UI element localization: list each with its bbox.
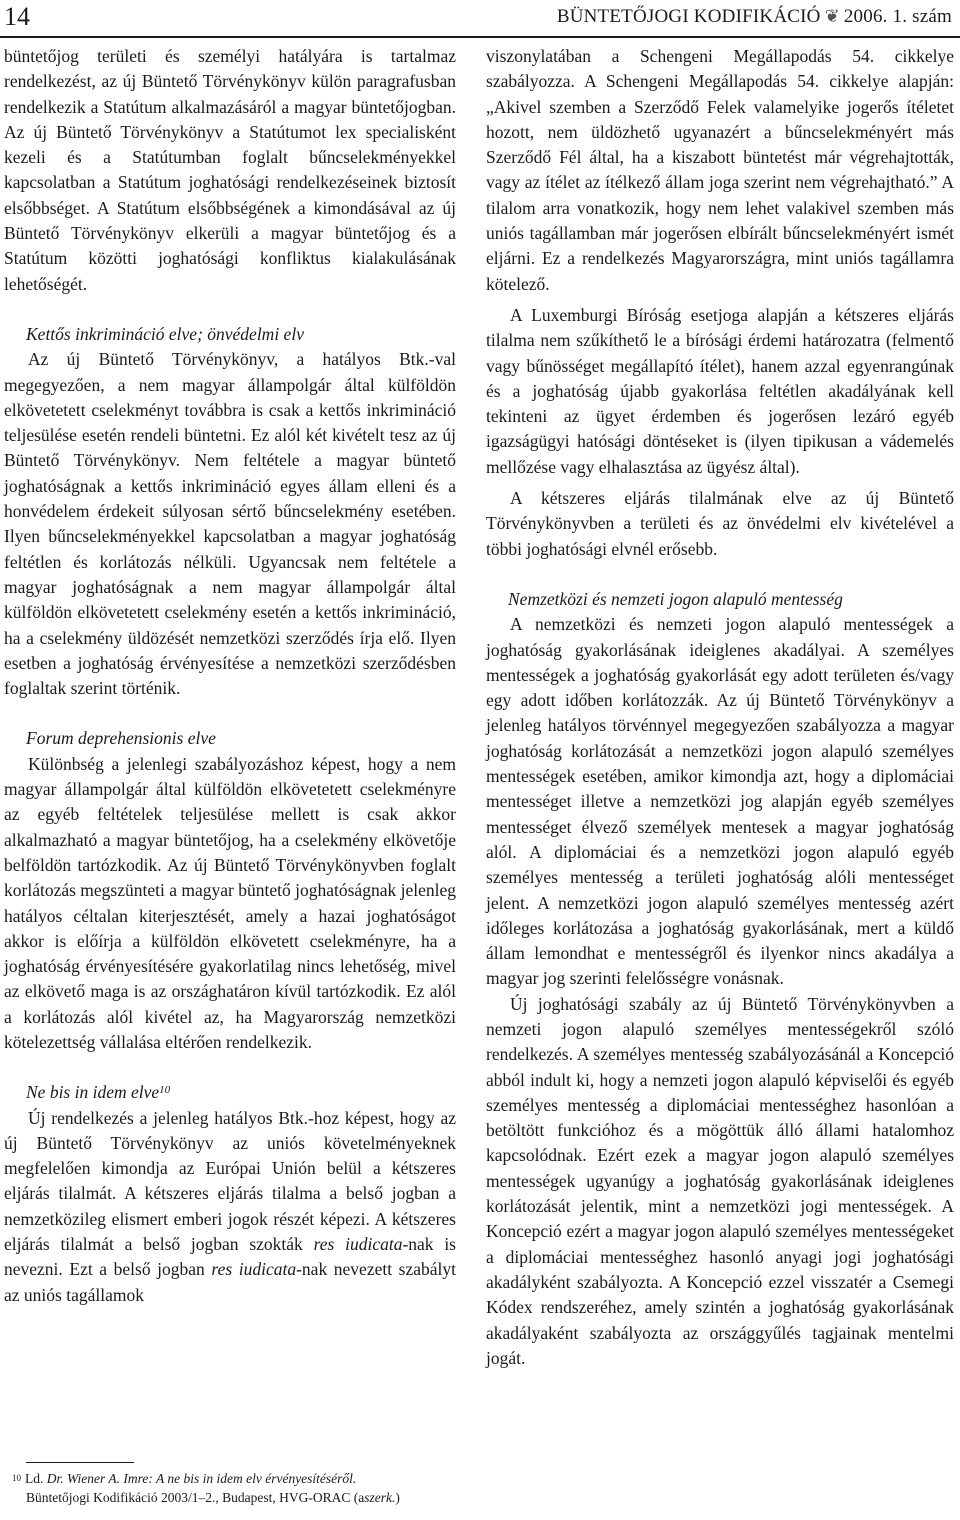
left-paragraph-4 (4, 1106, 456, 1308)
right-paragraph-4: A nemzetközi és nemzeti jogon alapuló mentességek a joghatóság gyakorlásának ideiglenes akadályai. A személyes mentességek a joghatóság gyakorlását egy adott területen és/vagy egy adott időben korlátozzák. Az új Büntető Törvénykönyv a jelenleg hatályos törvénnyel megegyezően szabályozza a magyar joghatóság korlátozását a nemzetközi jogon alapuló személyes mentességek esetében, amikor kimondja azt, hogy a diplomáciai mentességet illetve a nemzetközi jog alapján egyéb személyes mentességet élvező személyek mentesek a magyar joghatóság alól. A diplomáciai és a nemzetközi jogon alapuló egyéb személyes mentesség a területi joghatóság alóli mentességet jelent. A nemzetközi jogon alapuló személyes mentesség azért időleges korlátozása a joghatóság gyakorlásának, mert a küldő állam lemondhat e mentességről és ilyenkor nincs akadálya a magyar jog szerinti felelősségre vonásnak. (486, 614, 954, 989)
right-paragraph-3: A kétszeres eljárás tilalmának elve az új Büntető Törvénykönyvben a területi és az önvédelmi elv kivételével a többi joghatósági elvnél erősebb. (486, 488, 954, 559)
right-paragraph-1: viszonylatában a Schengeni Megállapodás 54. cikkelye szabályozza. A Schengeni Megállapodás 54. cikkelye alapján: „Akivel szemben a Szerződő Felek valamelyike jogerős ítéletet hozott, nem üldözhető ugyanazért a bűncselekményért más Szerződő Fél által, ha a kiszabott büntetést már végrehajtották, vagy az ítélet az ítélkező állam joga szerint nem végrehajtható.” A tilalom arra vonatkozik, hogy nem lehet valakivel szemben más uniós tagállamban már jogerősen elbírált bűncselekményért ismét eljárni. Ez a rendelkezés Magyarországra, mint uniós tagállamra kötelező. (486, 46, 954, 294)
header-rule (0, 36, 960, 38)
footnote-source: Büntetőjogi Kodifikáció 2003/1–2., Budapest, HVG-ORAC (a (26, 1490, 365, 1505)
p4-res-iudicata-2: res iudicata (211, 1259, 297, 1280)
left-paragraph-2: Az új Büntető Törvénykönyv, a hatályos Btk.-val megegyezően, a nem magyar állampolgár által külföldön elkövetetett cselekményt továbbra is csak a kettős inkrimináció teljesülése esetén rendeli büntetni. Ez alól két kivételt tesz az új Büntető Törvénykönyv. Nem feltétele a magyar büntető joghatóságnak a kettős inkrimináció egyes állam elleni és a honvédelem érdekeit súlyosan sértő bűncselekmény esetében. Ilyen bűncselekményekkel kapcsolatban a magyar joghatóság feltétlen és korlátozás nélküli. Ugyancsak nem feltétele a magyar joghatóságnak a nem magyar állampolgár által külföldön elkövetetett cselekmény esetén a kettős inkrimináció, ha a cselekmény üldözését nemzetközi szerződés írja elő. Ilyen esetben a joghatóság érvényesítése a nemzetközi szerződésben foglaltak szerint történik. (4, 349, 456, 699)
p4-res-iudicata-1: res iudicata (313, 1234, 403, 1255)
heading-dual-criminality: Kettős inkrimináció elve; önvédelmi elv (26, 323, 304, 344)
footnote-ref-10[interactable]: 10 (159, 1084, 171, 1097)
p4-text-c: -nak nevezett szabályt az uniós tagállamok (4, 1259, 456, 1305)
left-paragraph-3: Különbség a jelenlegi szabályozáshoz képest, hogy a nem magyar állampolgár által külföldön elkövetetett cselekményre az egyéb feltételek teljesülése mellett is csak akkor alkalmazható a magyar büntetőjog, ha a cselekmény elkövetője belföldön tartózkodik. Az új Büntető Törvénykönyvben foglalt korlátozás megszünteti a magyar büntető joghatóságnak jelenleg hatályos céltalan kiterjesztését, amely a hazai joghatóságot akkor is előírja a külföldön elkövetett cselekményre, ha a joghatóság érvényesítésére gyakorlatilag nincs lehetőség, mivel az elkövető maga is az országhatáron kívül tartózkodik. Ez alól a korlátozás alól kivétel az, ha Magyarország nemzetközi kötelezettség vállalása eltérően rendelkezik. (4, 753, 456, 1052)
running-header (0, 0, 960, 36)
running-head (557, 6, 952, 28)
heading-ne-bis-in-idem (4, 1080, 456, 1105)
issue-label: 2006. 1. szám (843, 6, 952, 27)
footnote-citation: Dr. Wiener A. Imre: A ne bis in idem elv érvényesítéséről. (46, 1471, 357, 1486)
right-paragraph-2: A Luxemburgi Bíróság esetjoga alapján a kétszeres eljárás tilalma nem szűkíthető le a bírósági érdemi határozatra (felmentő vagy bűnösséget megállapító ítélet), hanem azzal egyenrangúnak és a joghatóság újabb gyakorlása feltétlen akadályának kell tekinteni az ügyet érdemben és jogerősen lezáró egyéb igazságügyi hatósági döntéseket is (ilyen tipikusan a vádemelés mellőzése vagy elhalasztása az ügyész által). (486, 304, 954, 477)
footnote-rule (26, 1462, 134, 1463)
left-paragraph-1: büntetőjog területi és személyi hatályára is tartalmaz rendelkezést, az új Büntető Törvénykönyv külön paragrafusban rendelkezik a Statútum alkalmazásáról a magyar büntetőjogban. Az új Büntető Törvénykönyv a Statútumot lex specialisként kezeli és a Statútumban foglalt bűncselekményekkel kapcsolatban a Statútum joghatósági rendelkezéseinek biztosít elsőbbséget. A Statútum elsőbbségének a kimondásával az új Büntető Törvénykönyv elkerüli a magyar büntetőjog és a Statútum közötti joghatósági konfliktus kialakulásának lehetőségét. (4, 46, 456, 294)
footnote-area (4, 1462, 456, 1507)
footnote-number: 10 (12, 1473, 21, 1483)
heading-immunity: Nemzetközi és nemzeti jogon alapuló mentesség (508, 588, 843, 609)
left-column (4, 44, 456, 1308)
journal-title: BÜNTETŐJOGI KODIFIKÁCIÓ (556, 6, 821, 27)
heading-ne-bis-text: Ne bis in idem elve (26, 1082, 160, 1103)
heading-forum-deprehensionis: Forum deprehensionis elve (26, 728, 216, 749)
footnote-editor: szerk. (364, 1490, 396, 1505)
footnote-ld: Ld. (25, 1471, 44, 1486)
footnote-close: ) (395, 1490, 400, 1505)
page-number: 14 (4, 2, 30, 31)
p4-text-b: -nak is nevezni. Ezt a belső jogban (4, 1234, 456, 1280)
footnote-10 (4, 1469, 456, 1507)
p4-text-a: Új rendelkezés a jelenleg hatályos Btk.-hoz képest, hogy az új Büntető Törvénykönyv az uniós követelményeknek megfelelően kimondja az Európai Unión belül a kétszeres eljárás tilalmát. A kétszeres eljárás tilalma a belső jogban a nemzetközileg elismert emberi jogok részét képezi. A kétszeres eljárás tilalmát a belső jogban szokták (4, 1107, 456, 1255)
right-column (486, 44, 954, 1371)
right-paragraph-5: Új joghatósági szabály az új Büntető Törvénykönyvben a nemzeti jogon alapuló személyes mentességekről szóló rendelkezés. A személyes mentesség szabályozásánál a Koncepció abból indult ki, hogy a nemzeti jogon alapuló képviselői és egyéb személyes mentesség a diplomáciai mentességhez hasonlóan a betöltött funkcióhoz és a mögöttük álló állami hatalomhoz kapcsolódnak. Ezért ezek a magyar jogon alapuló személyes mentességek ugyanúgy a joghatóság gyakorlásának ideiglenes korlátozását jelentik, mint a nemzetközi jogi mentességek. A Koncepció ezért a magyar jogon alapuló személyes mentességeket a diplomáciai mentességhez hasonló anyagi jogi joghatósági akadályként szabályozta. A Koncepció ezzel visszatér a Csemegi Kódex rendszeréhez, amely szintén a joghatóság gyakorlásának akadályaként szabályozta az országgyűlés tagjainak mentelmi jogát. (486, 993, 954, 1368)
ornament-icon: ❦ (824, 6, 840, 26)
